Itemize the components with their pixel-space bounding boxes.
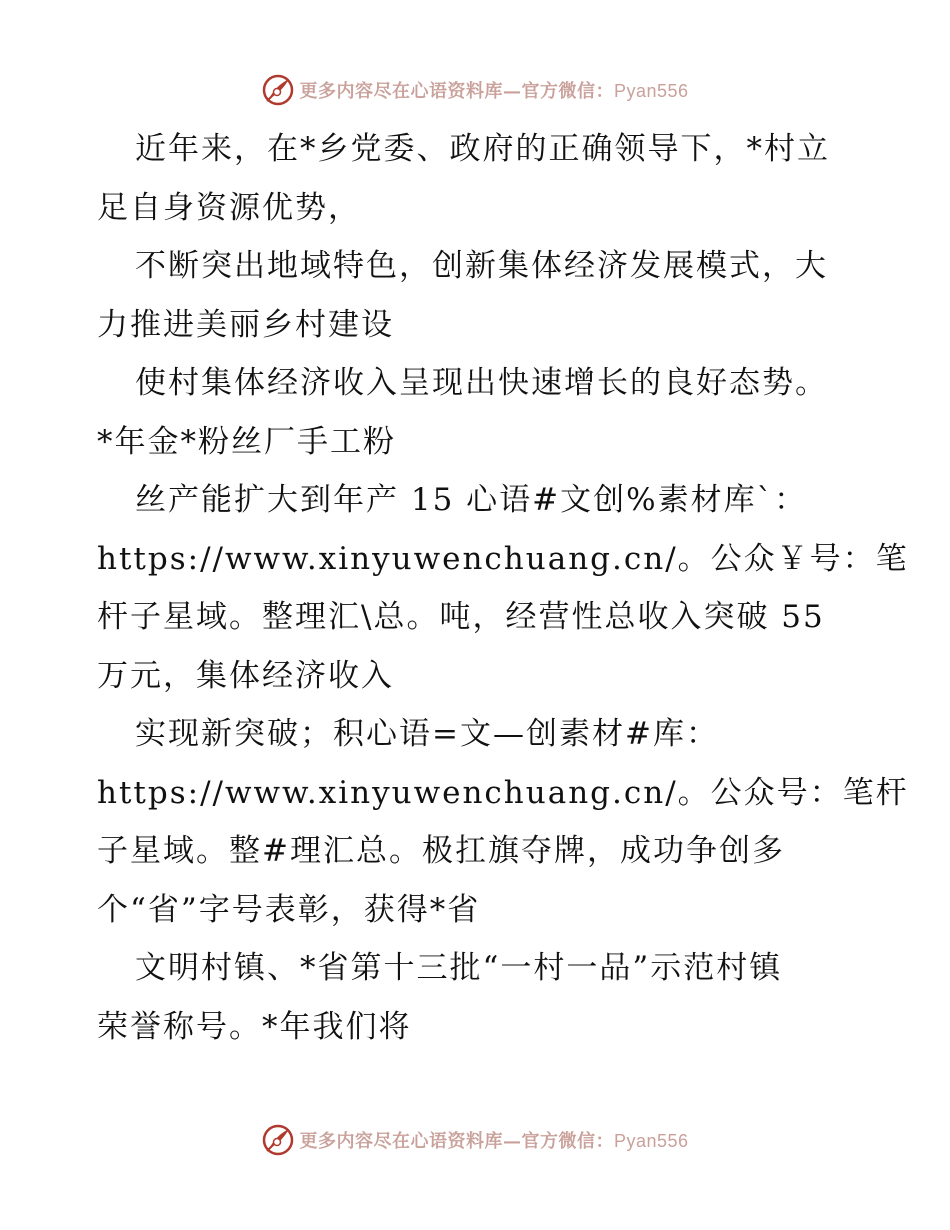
watermark-text: 更多内容尽在心语资料库—官方微信：Pyan556	[299, 81, 689, 102]
body-line: 杆子星域。整理汇\总。吨，经营性总收入突破 55	[97, 599, 825, 635]
body-line: 万元，集体经济收入	[97, 657, 394, 694]
body-line: https://www.xinyuwenchuang.cn/。公众号：笔杆	[97, 774, 909, 811]
body-line: 荣誉称号。*年我们将	[97, 1008, 412, 1045]
header-watermark	[0, 70, 950, 110]
watermark-account: Pyan556	[613, 1131, 689, 1151]
quill-pen-logo-icon	[261, 73, 295, 107]
body-line: 力推进美丽乡村建设	[97, 306, 394, 343]
watermark-text: 更多内容尽在心语资料库—官方微信：Pyan556	[299, 1131, 689, 1152]
body-line: 不断突出地域特色，创新集体经济发展模式，大	[135, 248, 828, 284]
body-line: 实现新突破；积心语=文—创素材#库：	[135, 716, 719, 752]
body-line: 文明村镇、*省第十三批“一村一品”示范村镇	[135, 950, 783, 986]
body-line: 个“省”字号表彰，获得*省	[97, 891, 481, 928]
body-line: https://www.xinyuwenchuang.cn/。公众￥号：笔	[97, 540, 909, 577]
body-line: *年金*粉丝厂手工粉	[97, 423, 396, 460]
quill-pen-logo-icon	[261, 1123, 295, 1157]
body-line: 丝产能扩大到年产 15 心语#文创%素材库`：	[135, 482, 808, 518]
body-line: 近年来，在*乡党委、政府的正确领导下，*村立	[135, 131, 830, 167]
body-line: 子星域。整#理汇总。极扛旗夺牌，成功争创多	[97, 833, 785, 869]
watermark-account: Pyan556	[613, 81, 689, 101]
footer-watermark	[0, 1120, 950, 1160]
body-line: 足自身资源优势，	[97, 189, 361, 226]
body-line: 使村集体经济收入呈现出快速增长的良好态势。	[135, 365, 828, 401]
document-body	[97, 120, 909, 1056]
